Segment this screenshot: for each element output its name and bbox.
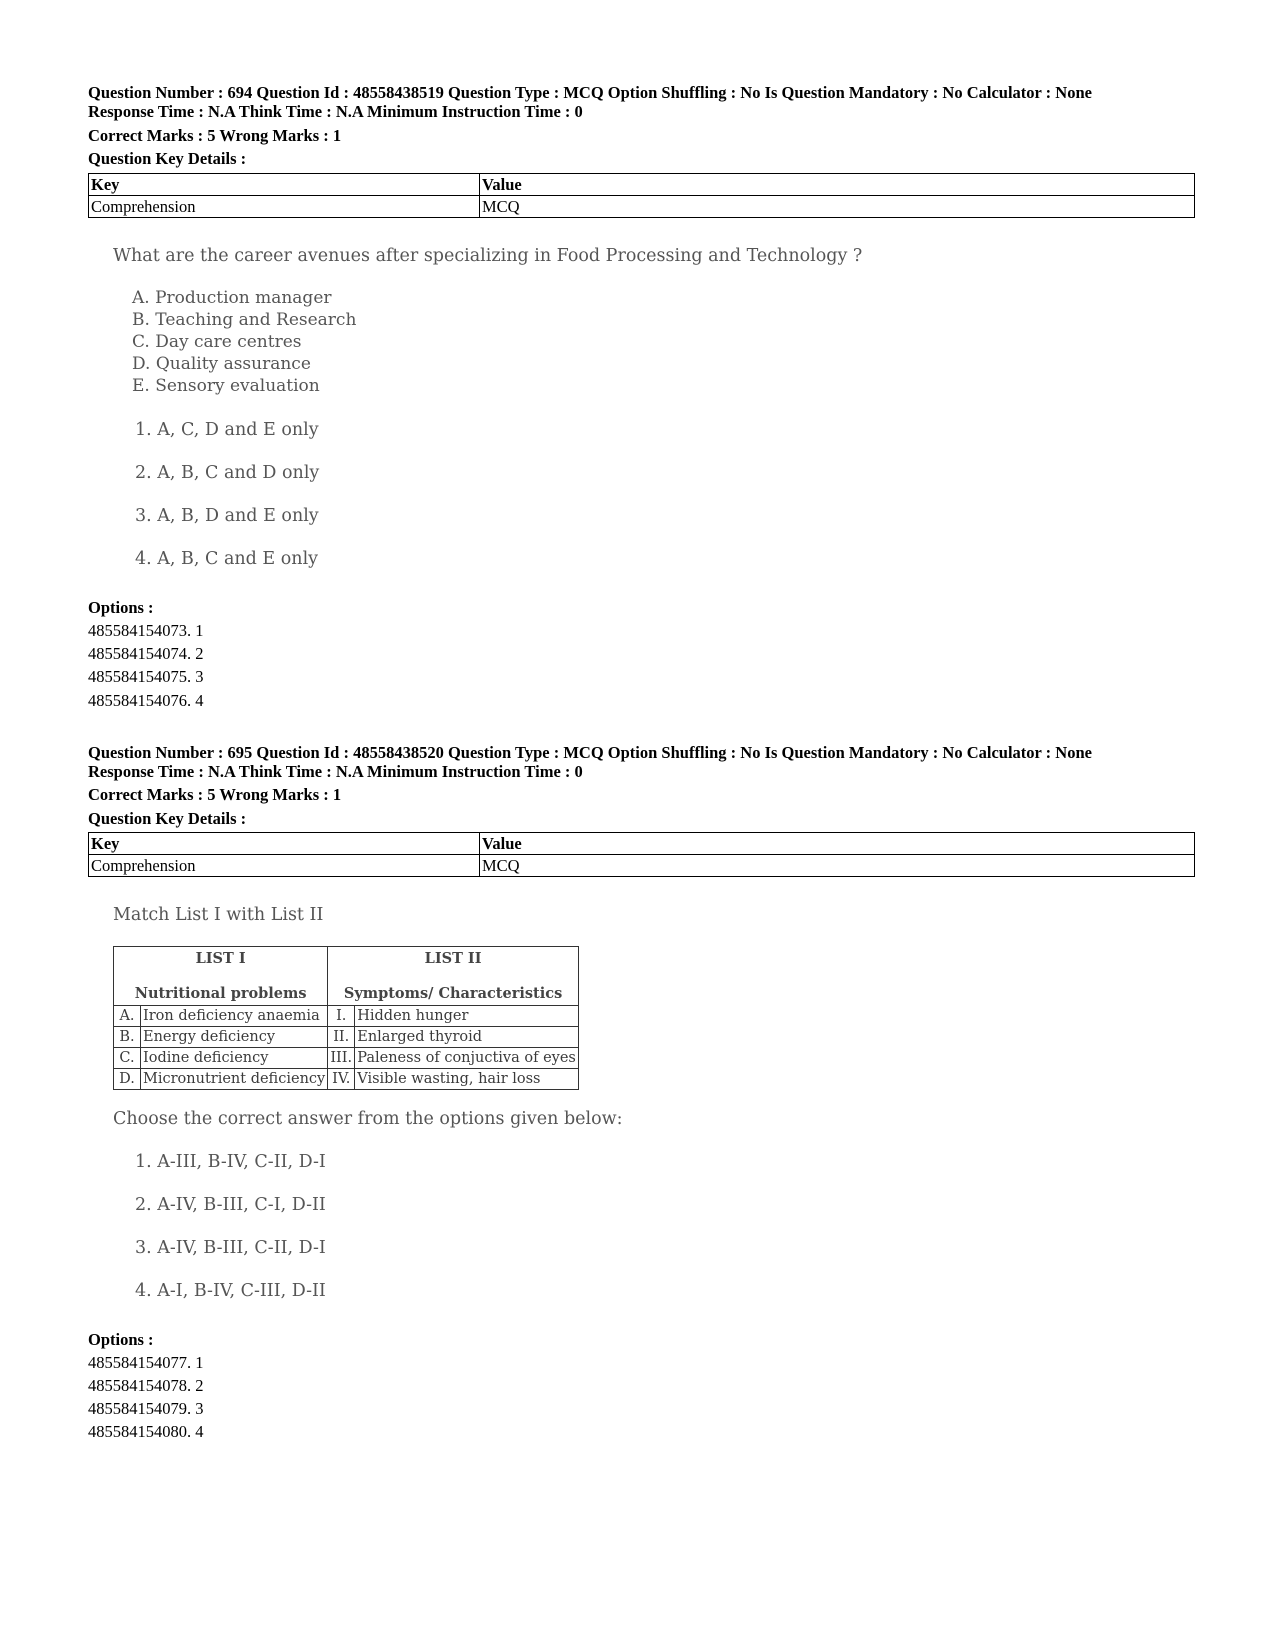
list2-item: Enlarged thyroid xyxy=(355,1027,579,1048)
answer-choice: 4. A, B, C and E only xyxy=(135,549,319,569)
list2-item: Paleness of conjuctiva of eyes xyxy=(355,1048,579,1069)
value-cell: MCQ xyxy=(480,196,1195,218)
list-item: C. Day care centres xyxy=(132,332,302,352)
question-meta-line2: Response Time : N.A Think Time : N.A Minimum Instruction Time : 0 xyxy=(88,762,583,781)
option-item: 485584154077. 1 xyxy=(88,1353,204,1372)
question-meta-line1: Question Number : 695 Question Id : 48558438520 Question Type : MCQ Option Shuffling : No Is Question Mandatory : No Calculator : None xyxy=(88,743,1092,762)
key-table-row xyxy=(89,196,1195,218)
answer-choice: 2. A, B, C and D only xyxy=(135,463,320,483)
list2-header xyxy=(328,947,579,1006)
marks-line: Correct Marks : 5 Wrong Marks : 1 xyxy=(88,785,342,804)
question-image xyxy=(113,905,813,1325)
question-text: What are the career avenues after specializing in Food Processing and Technology ? xyxy=(113,246,863,266)
list1-letter: B. xyxy=(114,1027,141,1048)
option-item: 485584154080. 4 xyxy=(88,1422,204,1441)
key-details-label: Question Key Details : xyxy=(88,149,247,168)
option-item: 485584154078. 2 xyxy=(88,1376,204,1395)
answer-choice: 3. A-IV, B-III, C-II, D-I xyxy=(135,1238,326,1258)
key-table-header-row xyxy=(89,174,1195,196)
answer-choice: 3. A, B, D and E only xyxy=(135,506,319,526)
match-list-table xyxy=(113,946,579,1090)
key-table-row xyxy=(89,855,1195,877)
list-item: B. Teaching and Research xyxy=(132,310,357,330)
list2-title: LIST II xyxy=(424,950,482,967)
match-table-header xyxy=(114,947,579,1006)
list2-item: Visible wasting, hair loss xyxy=(355,1069,579,1090)
list2-numeral: II. xyxy=(328,1027,355,1048)
key-table-header-row xyxy=(89,833,1195,855)
list2-item: Hidden hunger xyxy=(355,1006,579,1027)
list1-item: Iron deficiency anaemia xyxy=(141,1006,328,1027)
option-item: 485584154074. 2 xyxy=(88,644,204,663)
key-cell: Comprehension xyxy=(89,855,480,877)
key-details-table xyxy=(88,173,1195,218)
match-table-row xyxy=(114,1069,579,1090)
list2-subtitle: Symptoms/ Characteristics xyxy=(343,985,563,1002)
answer-choice: 2. A-IV, B-III, C-I, D-II xyxy=(135,1195,326,1215)
value-header: Value xyxy=(480,174,1195,196)
answer-choice: 1. A, C, D and E only xyxy=(135,420,319,440)
option-item: 485584154079. 3 xyxy=(88,1399,204,1418)
match-table-row xyxy=(114,1027,579,1048)
instruction-text: Choose the correct answer from the options given below: xyxy=(113,1109,623,1129)
value-cell: MCQ xyxy=(480,855,1195,877)
match-table-row xyxy=(114,1006,579,1027)
option-item: 485584154076. 4 xyxy=(88,691,204,710)
options-label: Options : xyxy=(88,1330,154,1349)
list1-item: Iodine deficiency xyxy=(141,1048,328,1069)
key-header: Key xyxy=(89,174,480,196)
options-label: Options : xyxy=(88,598,154,617)
question-meta-line2: Response Time : N.A Think Time : N.A Minimum Instruction Time : 0 xyxy=(88,102,583,121)
key-details-label: Question Key Details : xyxy=(88,809,247,828)
answer-choice: 1. A-III, B-IV, C-II, D-I xyxy=(135,1152,326,1172)
list1-letter: D. xyxy=(114,1069,141,1090)
question-text: Match List I with List II xyxy=(113,905,324,925)
answer-choice: 4. A-I, B-IV, C-III, D-II xyxy=(135,1281,326,1301)
list-item: E. Sensory evaluation xyxy=(132,376,320,396)
option-item: 485584154073. 1 xyxy=(88,621,204,640)
key-header: Key xyxy=(89,833,480,855)
match-table-row xyxy=(114,1048,579,1069)
key-cell: Comprehension xyxy=(89,196,480,218)
list2-numeral: I. xyxy=(328,1006,355,1027)
list1-header xyxy=(114,947,328,1006)
list-item: A. Production manager xyxy=(132,288,332,308)
question-image xyxy=(113,246,863,586)
key-details-table xyxy=(88,832,1195,877)
list1-letter: A. xyxy=(114,1006,141,1027)
question-meta-line1: Question Number : 694 Question Id : 48558438519 Question Type : MCQ Option Shuffling : No Is Question Mandatory : No Calculator : None xyxy=(88,83,1092,102)
list1-item: Micronutrient deficiency xyxy=(141,1069,328,1090)
list1-subtitle: Nutritional problems xyxy=(134,985,307,1002)
list1-letter: C. xyxy=(114,1048,141,1069)
list2-numeral: III. xyxy=(328,1048,355,1069)
option-item: 485584154075. 3 xyxy=(88,667,204,686)
marks-line: Correct Marks : 5 Wrong Marks : 1 xyxy=(88,126,342,145)
value-header: Value xyxy=(480,833,1195,855)
list1-item: Energy deficiency xyxy=(141,1027,328,1048)
list2-numeral: IV. xyxy=(328,1069,355,1090)
list-item: D. Quality assurance xyxy=(132,354,311,374)
list1-title: LIST I xyxy=(195,950,246,967)
